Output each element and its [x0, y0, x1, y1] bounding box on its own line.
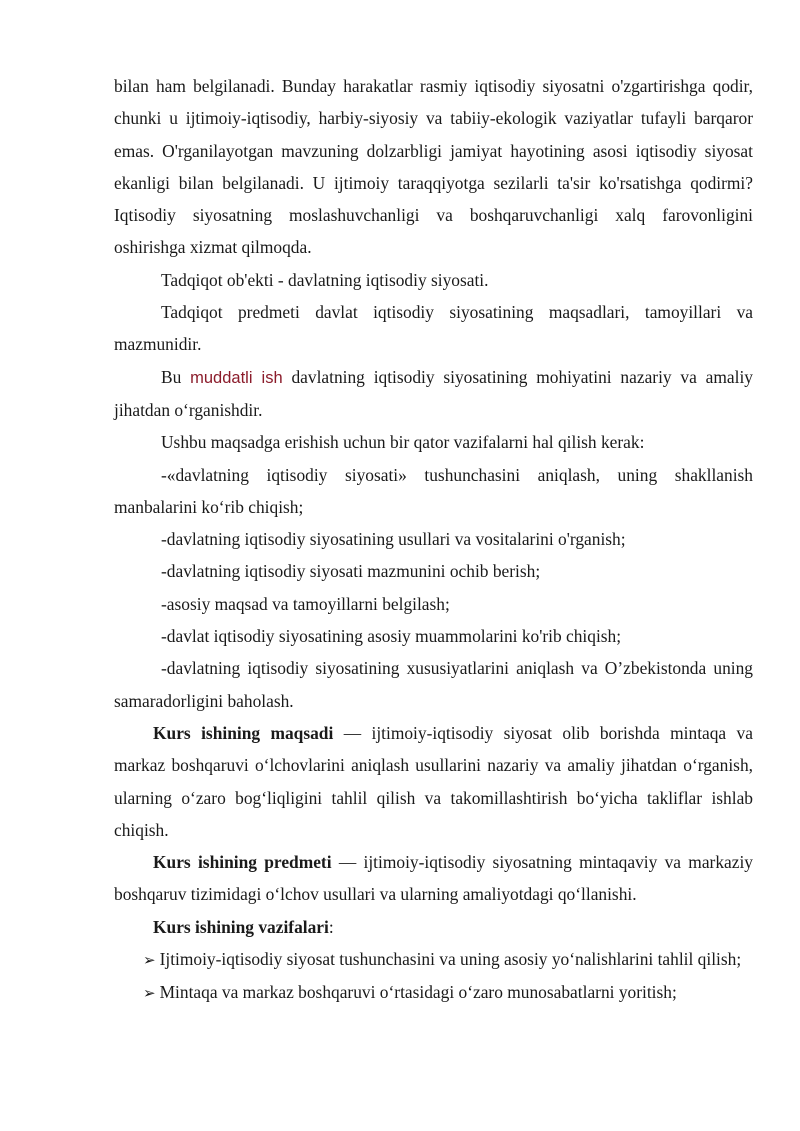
course-goal-heading: Kurs ishining maqsadi — [153, 722, 334, 743]
task-item-2: -davlatning iqtisodiy siyosatining usullari va vositalarini o'rganish; — [161, 529, 626, 550]
paragraph-research-object: Tadqiqot ob'ekti - davlatning iqtisodiy siyosati. — [161, 269, 489, 290]
task-item-5: -davlat iqtisodiy siyosatining asosiy muammolarini ko'rib chiqish; — [161, 626, 622, 647]
bullet-item-1 — [114, 943, 753, 976]
paragraph-purpose — [114, 361, 753, 427]
course-tasks-heading: Kurs ishining vazifalari — [153, 916, 329, 937]
bullet-item-1-text: Ijtimoiy-iqtisodiy siyosat tushunchasini va uning asosiy yo‘nalishlarini tahlil qilish; — [159, 949, 742, 970]
arrow-bullet-icon: ➢ — [143, 951, 156, 970]
paragraph-intro: bilan ham belgilanadi. Bunday harakatlar rasmiy iqtisodiy siyosatni o'zgartirishga qodir, chunki u ijtimoiy-iqtisodiy, harbiy-siyosiy va tabiiy-ekologik vaziyatlar tufayli barqaror emas. O'rganilayotgan mavzuning dolzarbligi jamiyat hayotining asosi iqtisodiy siyosat ekanligi bilan belgilanadi. U ijtimoiy taraqqiyotga sezilarli ta'sir ko'rsatishga qodirmi? Iqtisodiy siyosatning moslashuvchanligi va boshqaruvchanligi xalq farovonligini oshirishga xizmat qilmoqda. — [114, 76, 753, 258]
document-page — [114, 70, 753, 1010]
bullet-item-2-text: Mintaqa va markaz boshqaruvi o‘rtasidagi o‘zaro munosabatlarni yoritish; — [159, 982, 677, 1003]
course-goal-text: — ijtimoiy-iqtisodiy siyosat olib borishda mintaqa va markaz boshqaruvi o‘lchovlarini aniqlash usullarini nazariy va amaliy jihatdan o‘rganish, ularning o‘zaro bog‘liqligini tahlil qilish va takomillashtirish bo‘yicha takliflar ishlab chiqish. — [114, 722, 753, 840]
paragraph-course-tasks — [114, 911, 753, 943]
paragraph-course-goal — [114, 717, 753, 846]
course-tasks-colon: : — [328, 916, 334, 937]
muddatli-ish-link[interactable]: muddatli ish — [190, 368, 283, 387]
course-subject-heading: Kurs ishining predmeti — [153, 852, 332, 873]
task-item-6: -davlatning iqtisodiy siyosatining xususiyatlarini aniqlash va O’zbekistonda uning samaradorligini baholash. — [114, 658, 753, 711]
task-item-4: -asosiy maqsad va tamoyillarni belgilash; — [161, 593, 450, 614]
course-subject-text: — ijtimoiy-iqtisodiy siyosatning mintaqaviy va markaziy boshqaruv tizimidagi o‘lchov usullari va ularning amaliyotdagi qo‘llanishi. — [114, 852, 753, 905]
paragraph-research-subject: Tadqiqot predmeti davlat iqtisodiy siyosatining maqsadlari, tamoyillari va mazmunidir. — [114, 302, 753, 355]
arrow-bullet-icon: ➢ — [143, 984, 156, 1003]
paragraph-course-subject — [114, 846, 753, 911]
task-item-1: -«davlatning iqtisodiy siyosati» tushunchasini aniqlash, uning shakllanish manbalarini ko‘rib chiqish; — [114, 464, 753, 517]
paragraph-purpose-start: Bu — [161, 366, 191, 387]
paragraph-purpose-end: davlatning iqtisodiy siyosatining mohiyatini nazariy va amaliy jihatdan o‘rganishdir. — [114, 366, 753, 420]
paragraph-tasks-intro: Ushbu maqsadga erishish uchun bir qator vazifalarni hal qilish kerak: — [161, 432, 645, 453]
task-item-3: -davlatning iqtisodiy siyosati mazmunini ochib berish; — [161, 561, 541, 582]
bullet-item-2 — [114, 976, 753, 1009]
